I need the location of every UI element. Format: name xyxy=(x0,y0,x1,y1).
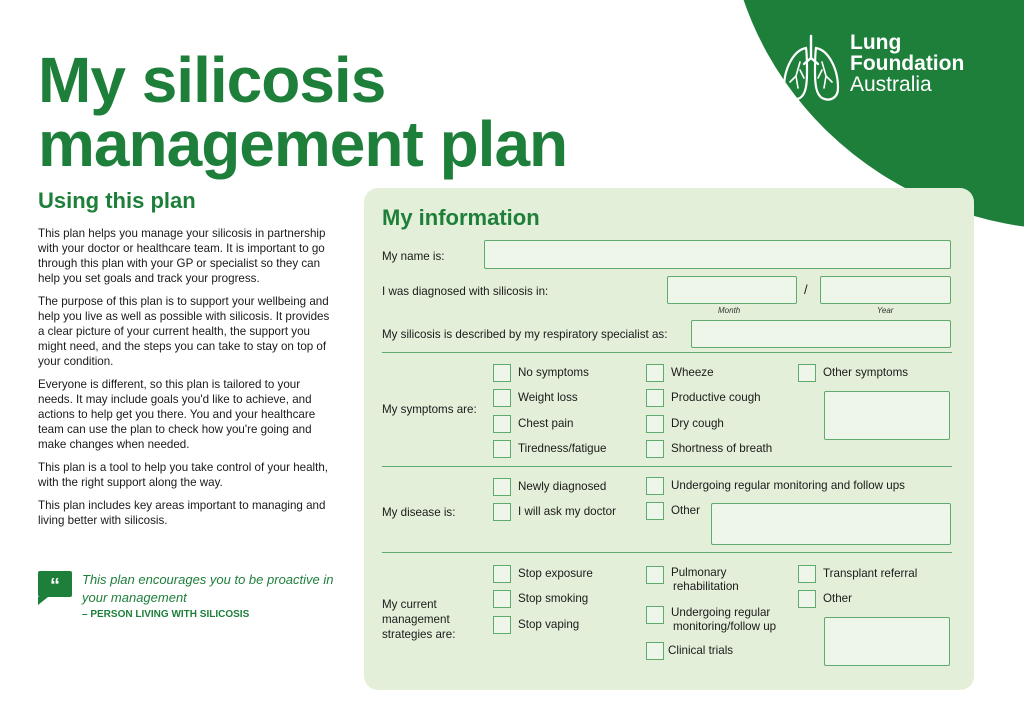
diagnosed-label: I was diagnosed with silicosis in: xyxy=(382,285,549,298)
logo-line-2: Foundation xyxy=(850,52,965,75)
strategies-label-line: My current xyxy=(382,598,437,611)
symptom-weight-loss-option[interactable] xyxy=(493,388,578,408)
disease-monitoring-option[interactable] xyxy=(646,476,905,496)
quote-icon: “ xyxy=(38,571,72,597)
checkbox[interactable] xyxy=(646,566,664,584)
diagnosed-year-field[interactable] xyxy=(820,276,951,304)
disease-label: My disease is: xyxy=(382,506,456,519)
checkbox[interactable] xyxy=(646,502,664,520)
intro-paragraph: Everyone is different, so this plan is tailored to your needs. It may include goals you'd like to achieve, and actions to help get you there. You and your healthcare team can use the plan to check how you're going and make changes when needed. xyxy=(38,378,316,451)
strategy-stop-exposure-option[interactable] xyxy=(493,564,593,584)
disease-newly-diagnosed-option[interactable] xyxy=(493,477,606,497)
option-label xyxy=(671,606,776,634)
strategy-regular-monitoring-option[interactable] xyxy=(646,606,776,640)
section-divider xyxy=(382,466,952,467)
page-title xyxy=(38,44,568,180)
strategies-label xyxy=(382,597,455,642)
checkbox[interactable] xyxy=(493,364,511,382)
intro-paragraph: This plan is a tool to help you take control of your health, with the right support along the way. xyxy=(38,461,329,489)
option-label: Stop exposure xyxy=(518,567,593,580)
checkbox[interactable] xyxy=(646,606,664,624)
checkbox[interactable] xyxy=(646,642,664,660)
date-separator: / xyxy=(804,282,808,297)
checkbox[interactable] xyxy=(646,415,664,433)
my-information-panel xyxy=(364,188,974,690)
disease-other-field[interactable] xyxy=(711,503,951,545)
option-label: Other xyxy=(671,504,700,517)
option-label: Dry cough xyxy=(671,417,724,430)
section-divider xyxy=(382,552,952,553)
option-label: Clinical trials xyxy=(668,644,734,657)
intro-paragraph: The purpose of this plan is to support your wellbeing and help you live as well as possible with silicosis. It provides a clear picture of your current health, the support you might need, and the steps you can take to stay on top of your condition. xyxy=(38,295,330,368)
name-label: My name is: xyxy=(382,250,445,263)
checkbox[interactable] xyxy=(646,440,664,458)
using-plan-heading: Using this plan xyxy=(38,188,196,213)
symptom-shortness-of-breath-option[interactable] xyxy=(646,439,772,459)
strategy-pulmonary-rehab-option[interactable] xyxy=(646,566,739,600)
checkbox[interactable] xyxy=(646,364,664,382)
checkbox[interactable] xyxy=(493,415,511,433)
symptom-productive-cough-option[interactable] xyxy=(646,388,761,408)
option-label-line: Pulmonary xyxy=(671,566,727,579)
checkbox[interactable] xyxy=(493,616,511,634)
strategy-other-option[interactable] xyxy=(798,589,852,609)
option-label: Undergoing regular monitoring and follow ups xyxy=(671,479,905,492)
option-label: Stop smoking xyxy=(518,592,589,605)
logo-line-3: Australia xyxy=(850,73,932,96)
quote-attribution: – PERSON LIVING WITH SILICOSIS xyxy=(82,609,250,620)
option-label: I will ask my doctor xyxy=(518,505,616,518)
option-label-line: Undergoing regular xyxy=(671,606,771,619)
section-divider xyxy=(382,352,952,353)
symptom-dry-cough-option[interactable] xyxy=(646,414,724,434)
option-label: Wheeze xyxy=(671,366,714,379)
checkbox[interactable] xyxy=(493,389,511,407)
diagnosed-month-field[interactable] xyxy=(667,276,797,304)
strategies-label-line: management xyxy=(382,613,450,626)
strategies-other-field[interactable] xyxy=(824,617,950,666)
disease-other-option[interactable] xyxy=(646,501,700,521)
checkbox[interactable] xyxy=(798,364,816,382)
option-label: Other xyxy=(823,592,852,605)
month-caption: Month xyxy=(718,306,741,315)
option-label: Tiredness/fatigue xyxy=(518,442,607,455)
my-information-heading: My information xyxy=(382,205,540,230)
checkbox[interactable] xyxy=(646,477,664,495)
option-label: Shortness of breath xyxy=(671,442,773,455)
option-label: Chest pain xyxy=(518,417,574,430)
strategy-clinical-trials-option[interactable] xyxy=(646,641,733,661)
checkbox[interactable] xyxy=(798,565,816,583)
option-label: Productive cough xyxy=(671,391,761,404)
page-title-line-1: My silicosis xyxy=(38,44,386,116)
option-label-line: rehabilitation xyxy=(673,580,739,593)
lungs-icon xyxy=(780,32,842,104)
strategies-label-line: strategies are: xyxy=(382,628,456,641)
strategy-stop-smoking-option[interactable] xyxy=(493,589,588,609)
page-title-line-2: management plan xyxy=(38,108,568,180)
option-label-line: monitoring/follow up xyxy=(673,620,777,633)
checkbox[interactable] xyxy=(493,478,511,496)
strategy-stop-vaping-option[interactable] xyxy=(493,615,579,635)
described-label: My silicosis is described by my respiratory specialist as: xyxy=(382,328,668,341)
testimonial-quote xyxy=(38,571,338,620)
symptoms-label: My symptoms are: xyxy=(382,403,477,416)
option-label: Weight loss xyxy=(518,391,578,404)
option-label: Stop vaping xyxy=(518,618,580,631)
year-caption: Year xyxy=(877,306,894,315)
checkbox[interactable] xyxy=(493,440,511,458)
checkbox[interactable] xyxy=(493,503,511,521)
symptom-no-symptoms-option[interactable] xyxy=(493,363,589,383)
checkbox[interactable] xyxy=(493,565,511,583)
checkbox[interactable] xyxy=(493,590,511,608)
logo-wordmark xyxy=(850,32,964,95)
disease-ask-doctor-option[interactable] xyxy=(493,502,616,522)
other-symptoms-field[interactable] xyxy=(824,391,950,440)
intro-text xyxy=(38,226,338,536)
quote-text: This plan encourages you to be proactive in your management xyxy=(82,572,334,605)
symptom-other-option[interactable] xyxy=(798,363,908,383)
symptom-tiredness-option[interactable] xyxy=(493,439,607,459)
logo-line-1: Lung xyxy=(850,31,902,54)
checkbox[interactable] xyxy=(646,389,664,407)
intro-paragraph: This plan helps you manage your silicosis in partnership with your doctor or healthcare team. It is important to go through this plan with your GP or specialist so they can help you set goals and track your progress. xyxy=(38,227,326,285)
option-label: Transplant referral xyxy=(823,567,918,580)
symptom-chest-pain-option[interactable] xyxy=(493,414,573,434)
lung-foundation-logo xyxy=(780,32,964,104)
option-label xyxy=(671,566,739,594)
checkbox[interactable] xyxy=(798,590,816,608)
symptom-wheeze-option[interactable] xyxy=(646,363,714,383)
intro-paragraph: This plan includes key areas important to managing and living better with silicosis. xyxy=(38,499,326,527)
name-field[interactable] xyxy=(484,240,951,269)
option-label: No symptoms xyxy=(518,366,589,379)
option-label: Newly diagnosed xyxy=(518,480,607,493)
strategy-transplant-referral-option[interactable] xyxy=(798,564,917,584)
option-label: Other symptoms xyxy=(823,366,909,379)
described-field[interactable] xyxy=(691,320,951,348)
